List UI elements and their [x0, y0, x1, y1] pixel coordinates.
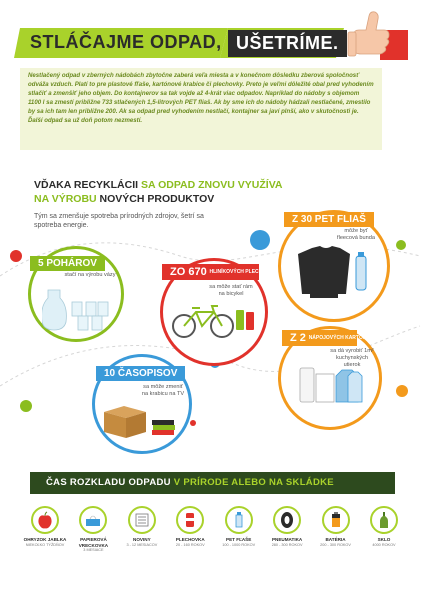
- item-name: OHRYZOK JABLKA: [23, 537, 67, 542]
- cans-label-small: HLINÍKOVÝCH PLECHOVIEK: [209, 268, 278, 275]
- recycling-title-d: NOVÝCH PRODUKTOV: [99, 193, 215, 205]
- decomposition-title-a: ČAS ROZKLADU ODPADU: [46, 477, 171, 488]
- tissue-icon: [79, 506, 107, 534]
- item-time: 280 - 300 ROKOV: [271, 542, 303, 547]
- item-time: 3 MESIACE: [83, 548, 104, 552]
- cartons-label-small: NÁPOJOVÝCH KARTÓNOV: [308, 334, 374, 341]
- list-item: [361, 506, 407, 576]
- battery-icon: [322, 506, 350, 534]
- header-title-part1: STLÁČAJME ODPAD,: [30, 32, 222, 52]
- recycling-subtitle: Tým sa zmenšuje spotreba prírodných zdrojov, šetrí sa spotreba energie.: [34, 213, 204, 229]
- cartons-desc: sa dá vyrobiť 1m² kuchynských utierok: [330, 348, 374, 368]
- recycling-title-b: SA ODPAD ZNOVU VYUŽÍVA: [140, 179, 283, 191]
- cartons-label: [282, 330, 374, 346]
- deco-dot: [190, 420, 196, 426]
- item-time: NIEKOĽKO TÝŽDŇOV: [25, 542, 65, 547]
- decomposition-title-b: V PRÍRODE ALEBO NA SKLÁDKE: [173, 477, 334, 488]
- intro-text: Nestlačený odpad v zberných nádobách zbytočne zaberá veľa miesta a v konečnom dôsledku zberová spoločnosť odváža vzduch. Platí to pre plastové fľaše, kartónové krabice či plechovky. Preto je veľmi dôležité obal pred vyhodením stlačiť a zmenšiť jeho objem. Do kontajnerov sa tak vojde až 4-krát viac odpadov. Napríklad do nádoby s objemom 1100 l sa zmestí približne 733 stlačených 1,5-litrových PET fliaš. Ak by sme ich do nádoby hádzali nestlačené, zmestilo by sa ich tam len približne 200. Ak sa odpad pred vyhodením nestlačí, kontajner sa javí plnší, ako v skutočnosti je. Ďalší odpad sa už doň potom nezmestí.: [28, 72, 374, 124]
- recycling-title-a: VĎAKA RECYKLÁCII: [34, 179, 139, 191]
- deco-dot: [20, 400, 32, 412]
- bicycle-icon: [170, 302, 260, 340]
- cans-desc: sa môže stať rám na bicykel: [209, 284, 253, 297]
- newspaper-icon: [128, 506, 156, 534]
- jacket-icon: [292, 244, 382, 302]
- tire-icon: [273, 506, 301, 534]
- item-name: PLECHOVKA: [175, 537, 205, 542]
- deco-dot: [250, 230, 270, 250]
- list-item: [264, 506, 310, 576]
- item-name: NOVINY: [133, 537, 151, 542]
- item-time: 20 - 160 ROKOV: [175, 542, 205, 547]
- intro-box: [20, 68, 382, 150]
- item-name: PAPIEROVÁ VRECKOVKA: [78, 537, 109, 548]
- magazines-label: 10 ČASOPISOV: [96, 366, 185, 381]
- cans-label: [162, 264, 278, 280]
- deco-dot: [396, 385, 408, 397]
- glass-vase-icon: [42, 286, 112, 332]
- list-item: [22, 506, 68, 576]
- item-name: PNEUMATIKA: [271, 537, 303, 542]
- paper-towel-icon: [296, 366, 366, 406]
- item-time: 3 - 12 MESIACOV: [126, 542, 158, 547]
- list-item: [216, 506, 262, 576]
- list-item: [70, 506, 116, 576]
- pet-label: Z 30 PET FLIAŠ: [284, 212, 374, 227]
- item-name: PET FĽAŠE: [226, 537, 252, 542]
- magazines-desc: sa môže zmeniť na krabicu na TV: [141, 384, 185, 397]
- cartons-number: Z 2: [290, 332, 306, 344]
- apple-icon: [31, 506, 59, 534]
- list-item: [167, 506, 213, 576]
- pet-bottle-icon: [225, 506, 253, 534]
- cups-desc: stačí na výrobu vázy: [64, 272, 116, 278]
- recycling-title-c: NA VÝROBU: [34, 193, 97, 205]
- list-item: [313, 506, 359, 576]
- cans-number: ZO 670: [170, 266, 207, 278]
- thumbs-up-icon: [346, 8, 408, 66]
- glass-bottle-icon: [370, 506, 398, 534]
- decomposition-title: [30, 472, 395, 494]
- item-name: SKLO: [377, 537, 391, 542]
- can-icon: [176, 506, 204, 534]
- list-item: [119, 506, 165, 576]
- item-name: BATÉRIA: [325, 537, 346, 542]
- deco-dot: [10, 250, 22, 262]
- header-title-part2: UŠETRÍME.: [228, 30, 347, 57]
- item-time: 200 - 300 ROKOV: [320, 542, 351, 547]
- deco-dot: [396, 240, 406, 250]
- pet-desc: môže byť fleecová bunda: [337, 228, 375, 241]
- item-time: 4000 ROKOV: [372, 542, 396, 547]
- item-time: 100 - 1000 ROKOV: [222, 542, 256, 547]
- cardboard-box-icon: [100, 400, 180, 440]
- decomposition-list: [22, 506, 407, 576]
- cups-label: 5 POHÁROV: [30, 256, 105, 271]
